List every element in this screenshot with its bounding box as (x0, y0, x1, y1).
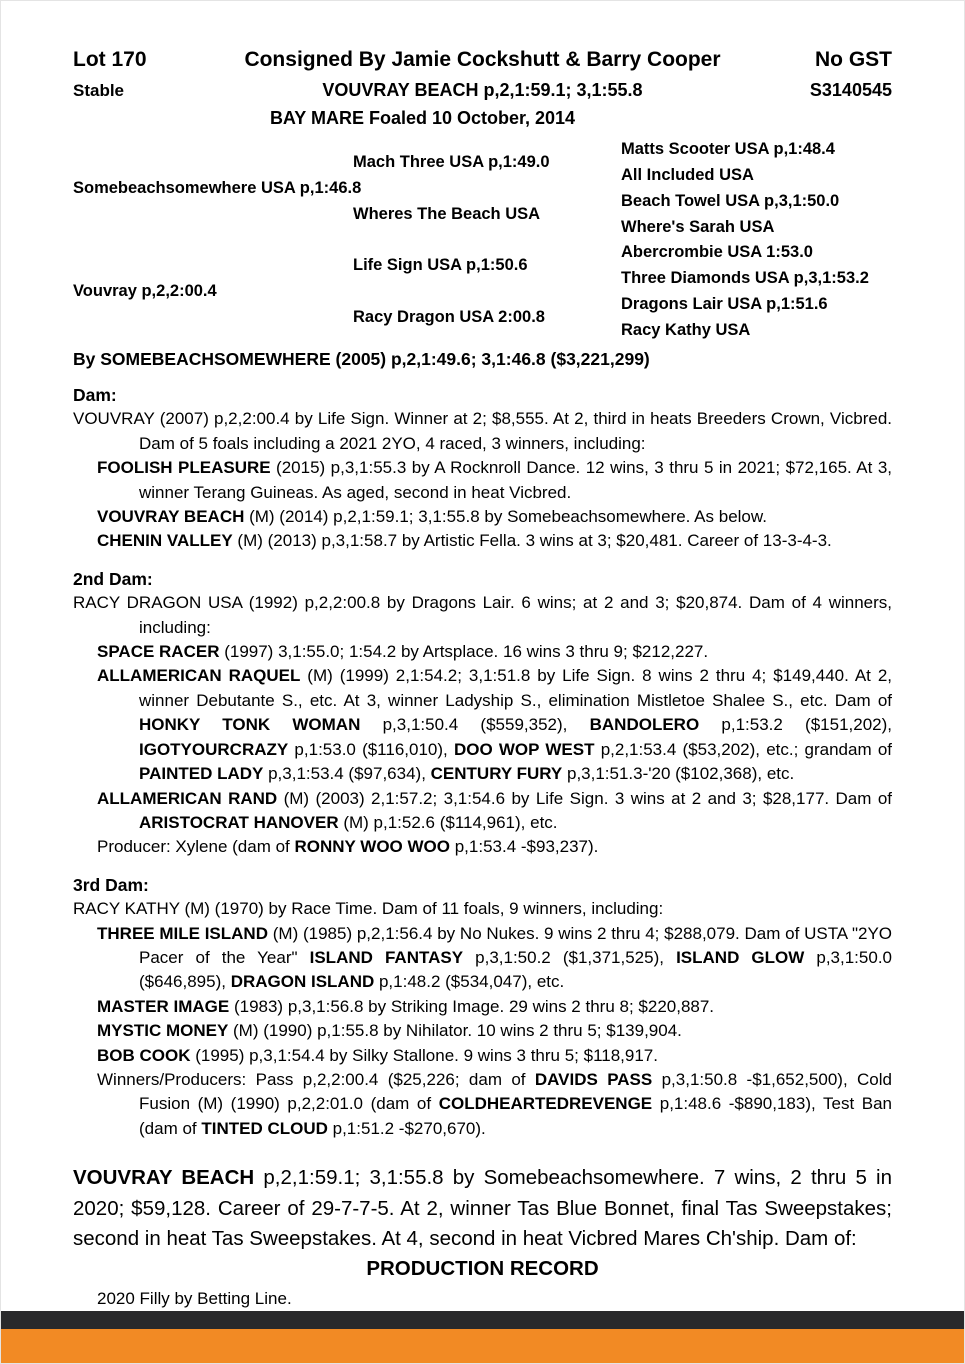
footer-orange-bar (1, 1329, 964, 1363)
horse-name: BANDOLERO (589, 715, 700, 735)
horse-name: ALLAMERICAN RAQUEL (97, 666, 301, 686)
pedigree-entry: Three Diamonds USA p,3,1:53.2 (621, 269, 869, 288)
pedigree-generation-1 (73, 137, 362, 343)
production-record-heading: PRODUCTION RECORD (366, 1257, 599, 1281)
pedigree-entry: Mach Three USA p,1:49.0 (353, 153, 550, 172)
horse-name: THREE MILE ISLAND (97, 923, 268, 943)
sire-by-line: By SOMEBEACHSOMEWHERE (2005) p,2,1:49.6; 3,1:46.8 ($3,221,299) (73, 349, 650, 369)
catalog-entry: BOB COOK (1995) p,3,1:54.4 by Silky Stallone. 9 wins 3 thru 5; $118,917. (97, 1045, 658, 1065)
horse-name: VOUVRAY BEACH (73, 1166, 255, 1190)
pedigree-entry: Somebeachsomewhere USA p,1:46.8 (73, 179, 362, 197)
horse-name: IGOTYOURCRAZY (139, 739, 289, 759)
horse-name: PAINTED LADY (139, 764, 264, 784)
horse-name: ISLAND GLOW (676, 947, 805, 967)
section-heading: Dam: (73, 385, 117, 405)
catalog-entry: RACY KATHY (M) (1970) by Race Time. Dam of 11 foals, 9 winners, including: (73, 899, 664, 919)
pedigree-entry: Matts Scooter USA p,1:48.4 (621, 140, 835, 159)
horse-name: DAVIDS PASS (534, 1069, 653, 1089)
pedigree-entry: Racy Dragon USA 2:00.8 (353, 307, 545, 326)
horse-name: CHENIN VALLEY (97, 531, 233, 551)
section-heading: 2nd Dam: (73, 568, 153, 589)
horse-name: BOB COOK (97, 1045, 191, 1065)
pedigree-entry: Vouvray p,2,2:00.4 (73, 282, 217, 300)
horse-name: VOUVRAY BEACH (97, 507, 245, 527)
pedigree-generation-2 (353, 137, 621, 343)
horse-name: ARISTOCRAT HANOVER (139, 812, 339, 832)
catalog-entry: MYSTIC MONEY (M) (1990) p,1:55.8 by Nihilator. 10 wins 2 thru 5; $139,904. (97, 1021, 682, 1041)
pedigree-generation-3 (621, 137, 892, 343)
catalog-entry: ALLAMERICAN RAND (M) (2003) 2,1:57.2; 3,1:54.6 by Life Sign. 3 wins at 2 and 3; $28,177. Dam of ARISTOCRAT HANOVER (M) p,1:52.6 ($114,961), etc. (97, 788, 893, 832)
footer-dark-bar (1, 1311, 964, 1329)
horse-title: VOUVRAY BEACH p,2,1:59.1; 3,1:55.8 (322, 80, 643, 100)
pedigree-entry: Dragons Lair USA p,1:51.6 (621, 294, 828, 313)
horse-name: SPACE RACER (97, 642, 220, 662)
gst-label: No GST (815, 48, 892, 71)
pedigree-entry: Racy Kathy USA (621, 320, 751, 339)
catalog-entry: Producer: Xylene (dam of RONNY WOO WOO p,1:53.4 -$93,237). (97, 837, 599, 857)
horse-name: ALLAMERICAN RAND (97, 788, 278, 808)
pedigree-entry: All Included USA (621, 166, 754, 185)
section-heading: 3rd Dam: (73, 874, 149, 895)
consignor-title: Consigned By Jamie Cockshutt & Barry Cooper (244, 48, 721, 71)
pedigree-entry: Where's Sarah USA (621, 217, 775, 236)
production-record-items (73, 1287, 892, 1311)
pedigree-sections (73, 383, 892, 1141)
catalog-entry: VOUVRAY BEACH (M) (2014) p,2,1:59.1; 3,1:55.8 by Somebeachsomewhere. As below. (97, 507, 767, 527)
horse-name: CENTURY FURY (430, 764, 563, 784)
registration-number: S3140545 (809, 80, 892, 100)
catalog-entry: RACY DRAGON USA (1992) p,2,2:00.8 by Dragons Lair. 6 wins; at 2 and 3; $20,874. Dam of 4 winners, including: (73, 593, 892, 637)
horse-name: ISLAND FANTASY (309, 947, 464, 967)
horse-name: MASTER IMAGE (97, 996, 230, 1016)
horse-name: COLDHEARTEDREVENGE (438, 1094, 653, 1114)
horse-name: MYSTIC MONEY (97, 1021, 229, 1041)
catalog-entry: CHENIN VALLEY (M) (2013) p,3,1:58.7 by Artistic Fella. 3 wins at 3; $20,481. Career of 13-3-4-3. (97, 531, 832, 551)
foaled-line: BAY MARE Foaled 10 October, 2014 (269, 108, 576, 128)
catalog-entry: SPACE RACER (1997) 3,1:55.0; 1:54.2 by Artsplace. 16 wins 3 thru 9; $212,227. (97, 642, 709, 662)
production-record-item: 2020 Filly by Betting Line. (97, 1289, 292, 1309)
horse-name: HONKY TONK WOMAN (139, 715, 361, 735)
header-row-1 (73, 48, 892, 72)
page-content (1, 48, 964, 1336)
horse-name: RONNY WOO WOO (294, 837, 450, 857)
catalog-entry: THREE MILE ISLAND (M) (1985) p,2,1:56.4 by No Nukes. 9 wins 2 thru 4; $288,079. Dam of USTA "2YO Pacer of the Year" ISLAND FANTASY p,3,1:50.2 ($1,371,525), ISLAND GLOW p,3,1:50.0 ($646,895), DRAGON ISLAND p,1:48.2 ($534,047), etc. (97, 923, 893, 992)
stable-label: Stable (73, 81, 125, 100)
catalog-entry: Winners/Producers: Pass p,2,2:00.4 ($25,226; dam of DAVIDS PASS p,3,1:50.8 -$1,652,500), Cold Fusion (M) (1990) p,2,2:01.0 (dam of COLDHEARTEDREVENGE p,1:48.6 -$890,183), Test Ban (dam of TINTED CLOUD p,1:51.2 -$270,670). (97, 1069, 892, 1138)
horse-name: DOO WOP WEST (453, 739, 595, 759)
pedigree-chart (73, 137, 892, 343)
header-row-2 (73, 80, 892, 101)
lot-number: Lot 170 (73, 48, 147, 71)
horse-name: FOOLISH PLEASURE (97, 458, 271, 478)
pedigree-entry: Abercrombie USA 1:53.0 (621, 243, 813, 262)
catalog-entry: MASTER IMAGE (1983) p,3,1:56.8 by Striking Image. 29 wins 2 thru 8; $220,887. (97, 996, 715, 1016)
pedigree-entry: Life Sign USA p,1:50.6 (353, 256, 528, 275)
horse-name: TINTED CLOUD (201, 1118, 328, 1138)
horse-name: DRAGON ISLAND (230, 972, 375, 992)
race-record: VOUVRAY BEACH p,2,1:59.1; 3,1:55.8 by Somebeachsomewhere. 7 wins, 2 thru 5 in 2020; $59,128. Career of 29-7-7-5. At 2, winner Tas Blue Bonnet, final Tas Sweepstakes; second in heat Tas Sweepstakes. At 4, second in heat Vicbred Mares Ch'ship. Dam of: (73, 1166, 893, 1250)
catalog-entry: VOUVRAY (2007) p,2,2:00.4 by Life Sign. Winner at 2; $8,555. At 2, third in heats Breeders Crown, Vicbred. Dam of 5 foals including a 2021 2YO, 4 raced, 3 winners, including: (73, 409, 892, 453)
pedigree-entry: Beach Towel USA p,3,1:50.0 (621, 191, 840, 210)
pedigree-entry: Wheres The Beach USA (353, 204, 541, 223)
catalog-entry: FOOLISH PLEASURE (2015) p,3,1:55.3 by A Rocknroll Dance. 12 wins, 3 thru 5 in 2021; $72,165. At 3, winner Terang Guineas. As aged, second in heat Vicbred. (97, 458, 892, 502)
catalog-entry: ALLAMERICAN RAQUEL (M) (1999) 2,1:54.2; 3,1:51.8 by Life Sign. 8 wins 2 thru 4; $149,440. At 2, winner Debutante S., etc. At 3, winner Ladyship S., elimination Mistletoe Shalee S., etc. Dam of HONKY TONK WOMAN p,3,1:50.4 ($559,352), BANDOLERO p,1:53.2 ($151,202), IGOTYOURCRAZY p,1:53.0 ($116,010), DOO WOP WEST p,2,1:53.4 ($53,202), etc.; grandam of PAINTED LADY p,3,1:53.4 ($97,634), CENTURY FURY p,3,1:51.3-'20 ($102,368), etc. (97, 666, 893, 784)
